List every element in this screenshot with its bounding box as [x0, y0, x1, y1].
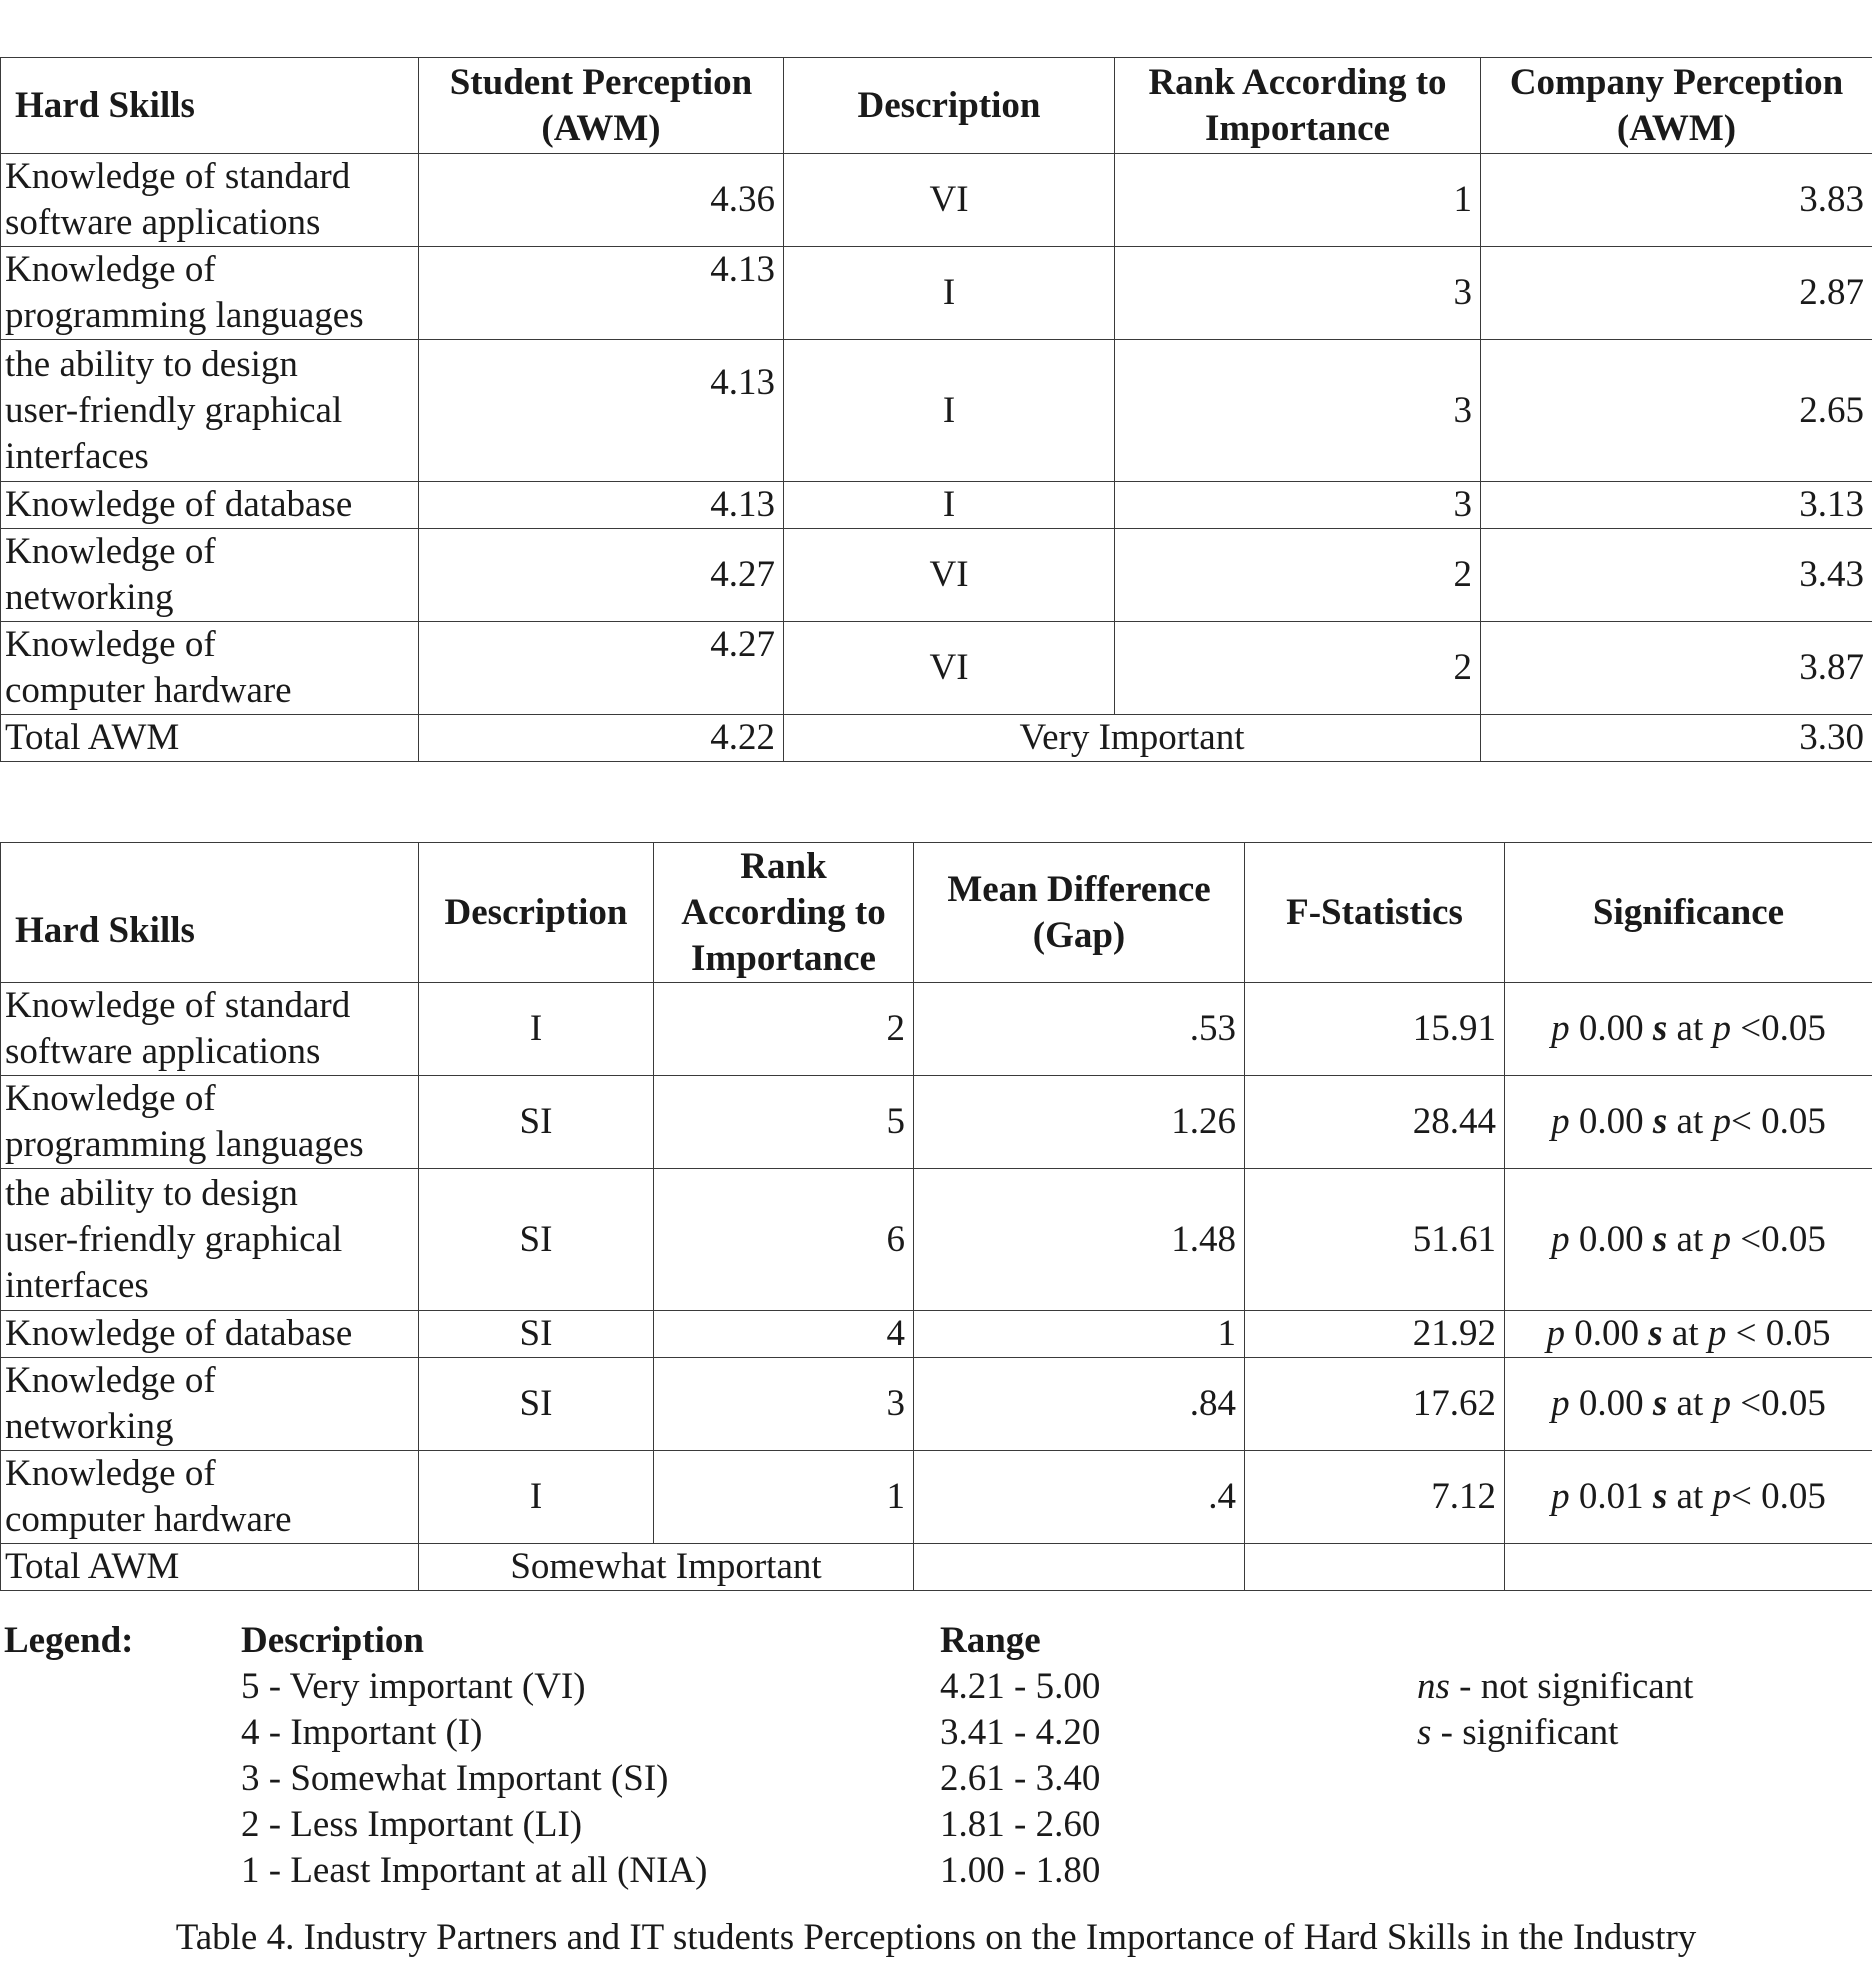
f-statistic-cell: 17.62 [1245, 1358, 1505, 1451]
company-awm-cell: 3.83 [1481, 154, 1872, 247]
empty-cell [1505, 1544, 1872, 1591]
f-statistic-cell: 7.12 [1245, 1451, 1505, 1544]
significance-cell: p 0.00 s at p <0.05 [1505, 1169, 1872, 1311]
legend-range-item: 4.21 - 5.00 [940, 1666, 1101, 1707]
legend-range-item: 1.00 - 1.80 [940, 1850, 1101, 1891]
legend-range-item: 1.81 - 2.60 [940, 1804, 1101, 1845]
description-cell: I [784, 247, 1115, 340]
col-header-significance: Significance [1505, 843, 1872, 983]
gap-cell: 1 [914, 1311, 1245, 1358]
significance-cell: p 0.00 s at p < 0.05 [1505, 1311, 1872, 1358]
gap-cell: .84 [914, 1358, 1245, 1451]
student-awm-cell: 4.13 [419, 247, 784, 340]
legend-description-item: 4 - Important (I) [241, 1712, 483, 1753]
description-cell: VI [784, 622, 1115, 715]
company-awm-cell: 2.87 [1481, 247, 1872, 340]
description-cell: I [784, 482, 1115, 529]
legend-range-column [940, 1618, 1100, 1894]
rank-cell: 3 [654, 1358, 914, 1451]
legend-title: Legend: [4, 1620, 134, 1661]
skill-cell: Knowledge of programming languages [1, 247, 419, 340]
description-cell: SI [419, 1311, 654, 1358]
table-row [1, 529, 1872, 622]
total-student-awm: 4.22 [419, 715, 784, 762]
student-awm-cell: 4.13 [419, 482, 784, 529]
legend-description-item: 3 - Somewhat Important (SI) [241, 1758, 669, 1799]
skill-cell: Knowledge of database [1, 1311, 419, 1358]
table-row [1, 1451, 1872, 1544]
total-description: Somewhat Important [419, 1544, 914, 1591]
total-row [1, 1544, 1872, 1591]
skill-cell: Knowledge of standard software applications [1, 983, 419, 1076]
f-statistic-cell: 21.92 [1245, 1311, 1505, 1358]
legend-range-item: 2.61 - 3.40 [940, 1758, 1101, 1799]
skill-cell: Knowledge of programming languages [1, 1076, 419, 1169]
table-row [1, 622, 1872, 715]
skill-cell: Knowledge of networking [1, 1358, 419, 1451]
legend-range-item: 3.41 - 4.20 [940, 1712, 1101, 1753]
rank-cell: 4 [654, 1311, 914, 1358]
significance-cell: p 0.00 s at p< 0.05 [1505, 1076, 1872, 1169]
col-header-description: Description [419, 843, 654, 983]
gap-cell: 1.26 [914, 1076, 1245, 1169]
col-header-f-statistics: F-Statistics [1245, 843, 1505, 983]
company-awm-cell: 3.87 [1481, 622, 1872, 715]
f-statistic-cell: 51.61 [1245, 1169, 1505, 1311]
rank-cell: 2 [1115, 529, 1481, 622]
skill-cell: the ability to design user-friendly graphical interfaces [1, 1169, 419, 1311]
gap-cell: .4 [914, 1451, 1245, 1544]
table-header-row [1, 58, 1872, 154]
legend-description-header: Description [241, 1620, 424, 1661]
skill-cell: Knowledge of networking [1, 529, 419, 622]
skill-cell: Knowledge of computer hardware [1, 622, 419, 715]
total-row [1, 715, 1872, 762]
description-cell: I [419, 1451, 654, 1544]
legend-description-column [241, 1618, 707, 1894]
table-row [1, 247, 1872, 340]
rank-cell: 1 [1115, 154, 1481, 247]
legend-note-not-significant: ns - not significant [1417, 1666, 1694, 1707]
description-cell: I [784, 340, 1115, 482]
col-header-company-perception: Company Perception (AWM) [1481, 58, 1872, 154]
skill-cell: Knowledge of standard software applications [1, 154, 419, 247]
col-header-mean-difference: Mean Difference (Gap) [914, 843, 1245, 983]
description-cell: VI [784, 154, 1115, 247]
rank-cell: 2 [1115, 622, 1481, 715]
table-row [1, 1076, 1872, 1169]
student-awm-cell: 4.27 [419, 529, 784, 622]
rank-cell: 5 [654, 1076, 914, 1169]
table-row [1, 1311, 1872, 1358]
table-row [1, 1169, 1872, 1311]
legend-description-item: 1 - Least Important at all (NIA) [241, 1850, 708, 1891]
student-awm-cell: 4.36 [419, 154, 784, 247]
legend [0, 1618, 1872, 1918]
legend-note-significant: s - significant [1417, 1712, 1619, 1753]
total-company-awm: 3.30 [1481, 715, 1872, 762]
student-awm-cell: 4.13 [419, 340, 784, 482]
table-caption: Table 4. Industry Partners and IT students Perceptions on the Importance of Hard Skills in the Industry [175, 1917, 1697, 1958]
table-row [1, 983, 1872, 1076]
empty-cell [914, 1544, 1245, 1591]
legend-description-item: 5 - Very important (VI) [241, 1666, 586, 1707]
rank-cell: 1 [654, 1451, 914, 1544]
table-row [1, 340, 1872, 482]
rank-cell: 3 [1115, 247, 1481, 340]
table-header-row [1, 843, 1872, 983]
col-header-hard-skills: Hard Skills [1, 843, 419, 983]
company-awm-cell: 3.13 [1481, 482, 1872, 529]
description-cell: I [419, 983, 654, 1076]
skill-cell: the ability to design user-friendly graphical interfaces [1, 340, 419, 482]
col-header-student-perception: Student Perception (AWM) [419, 58, 784, 154]
legend-significance-notes [1417, 1664, 1693, 1756]
f-statistic-cell: 28.44 [1245, 1076, 1505, 1169]
col-header-description: Description [784, 58, 1115, 154]
significance-cell: p 0.01 s at p< 0.05 [1505, 1451, 1872, 1544]
empty-cell [1245, 1544, 1505, 1591]
total-label: Total AWM [1, 1544, 419, 1591]
student-company-perception-table [0, 57, 1872, 762]
description-cell: SI [419, 1358, 654, 1451]
significance-cell: p 0.00 s at p <0.05 [1505, 1358, 1872, 1451]
rank-cell: 3 [1115, 482, 1481, 529]
legend-range-header: Range [940, 1620, 1041, 1661]
rank-cell: 3 [1115, 340, 1481, 482]
table-row [1, 482, 1872, 529]
description-cell: SI [419, 1076, 654, 1169]
description-cell: VI [784, 529, 1115, 622]
significance-cell: p 0.00 s at p <0.05 [1505, 983, 1872, 1076]
significance-table [0, 842, 1872, 1591]
total-description: Very Important [784, 715, 1481, 762]
rank-cell: 6 [654, 1169, 914, 1311]
description-cell: SI [419, 1169, 654, 1311]
f-statistic-cell: 15.91 [1245, 983, 1505, 1076]
total-label: Total AWM [1, 715, 419, 762]
rank-cell: 2 [654, 983, 914, 1076]
legend-description-item: 2 - Less Important (LI) [241, 1804, 583, 1845]
student-awm-cell: 4.27 [419, 622, 784, 715]
gap-cell: 1.48 [914, 1169, 1245, 1311]
gap-cell: .53 [914, 983, 1245, 1076]
col-header-rank: Rank According to Importance [1115, 58, 1481, 154]
col-header-hard-skills: Hard Skills [1, 58, 419, 154]
company-awm-cell: 2.65 [1481, 340, 1872, 482]
skill-cell: Knowledge of computer hardware [1, 1451, 419, 1544]
col-header-rank: Rank According to Importance [654, 843, 914, 983]
table-row [1, 154, 1872, 247]
table-row [1, 1358, 1872, 1451]
skill-cell: Knowledge of database [1, 482, 419, 529]
company-awm-cell: 3.43 [1481, 529, 1872, 622]
